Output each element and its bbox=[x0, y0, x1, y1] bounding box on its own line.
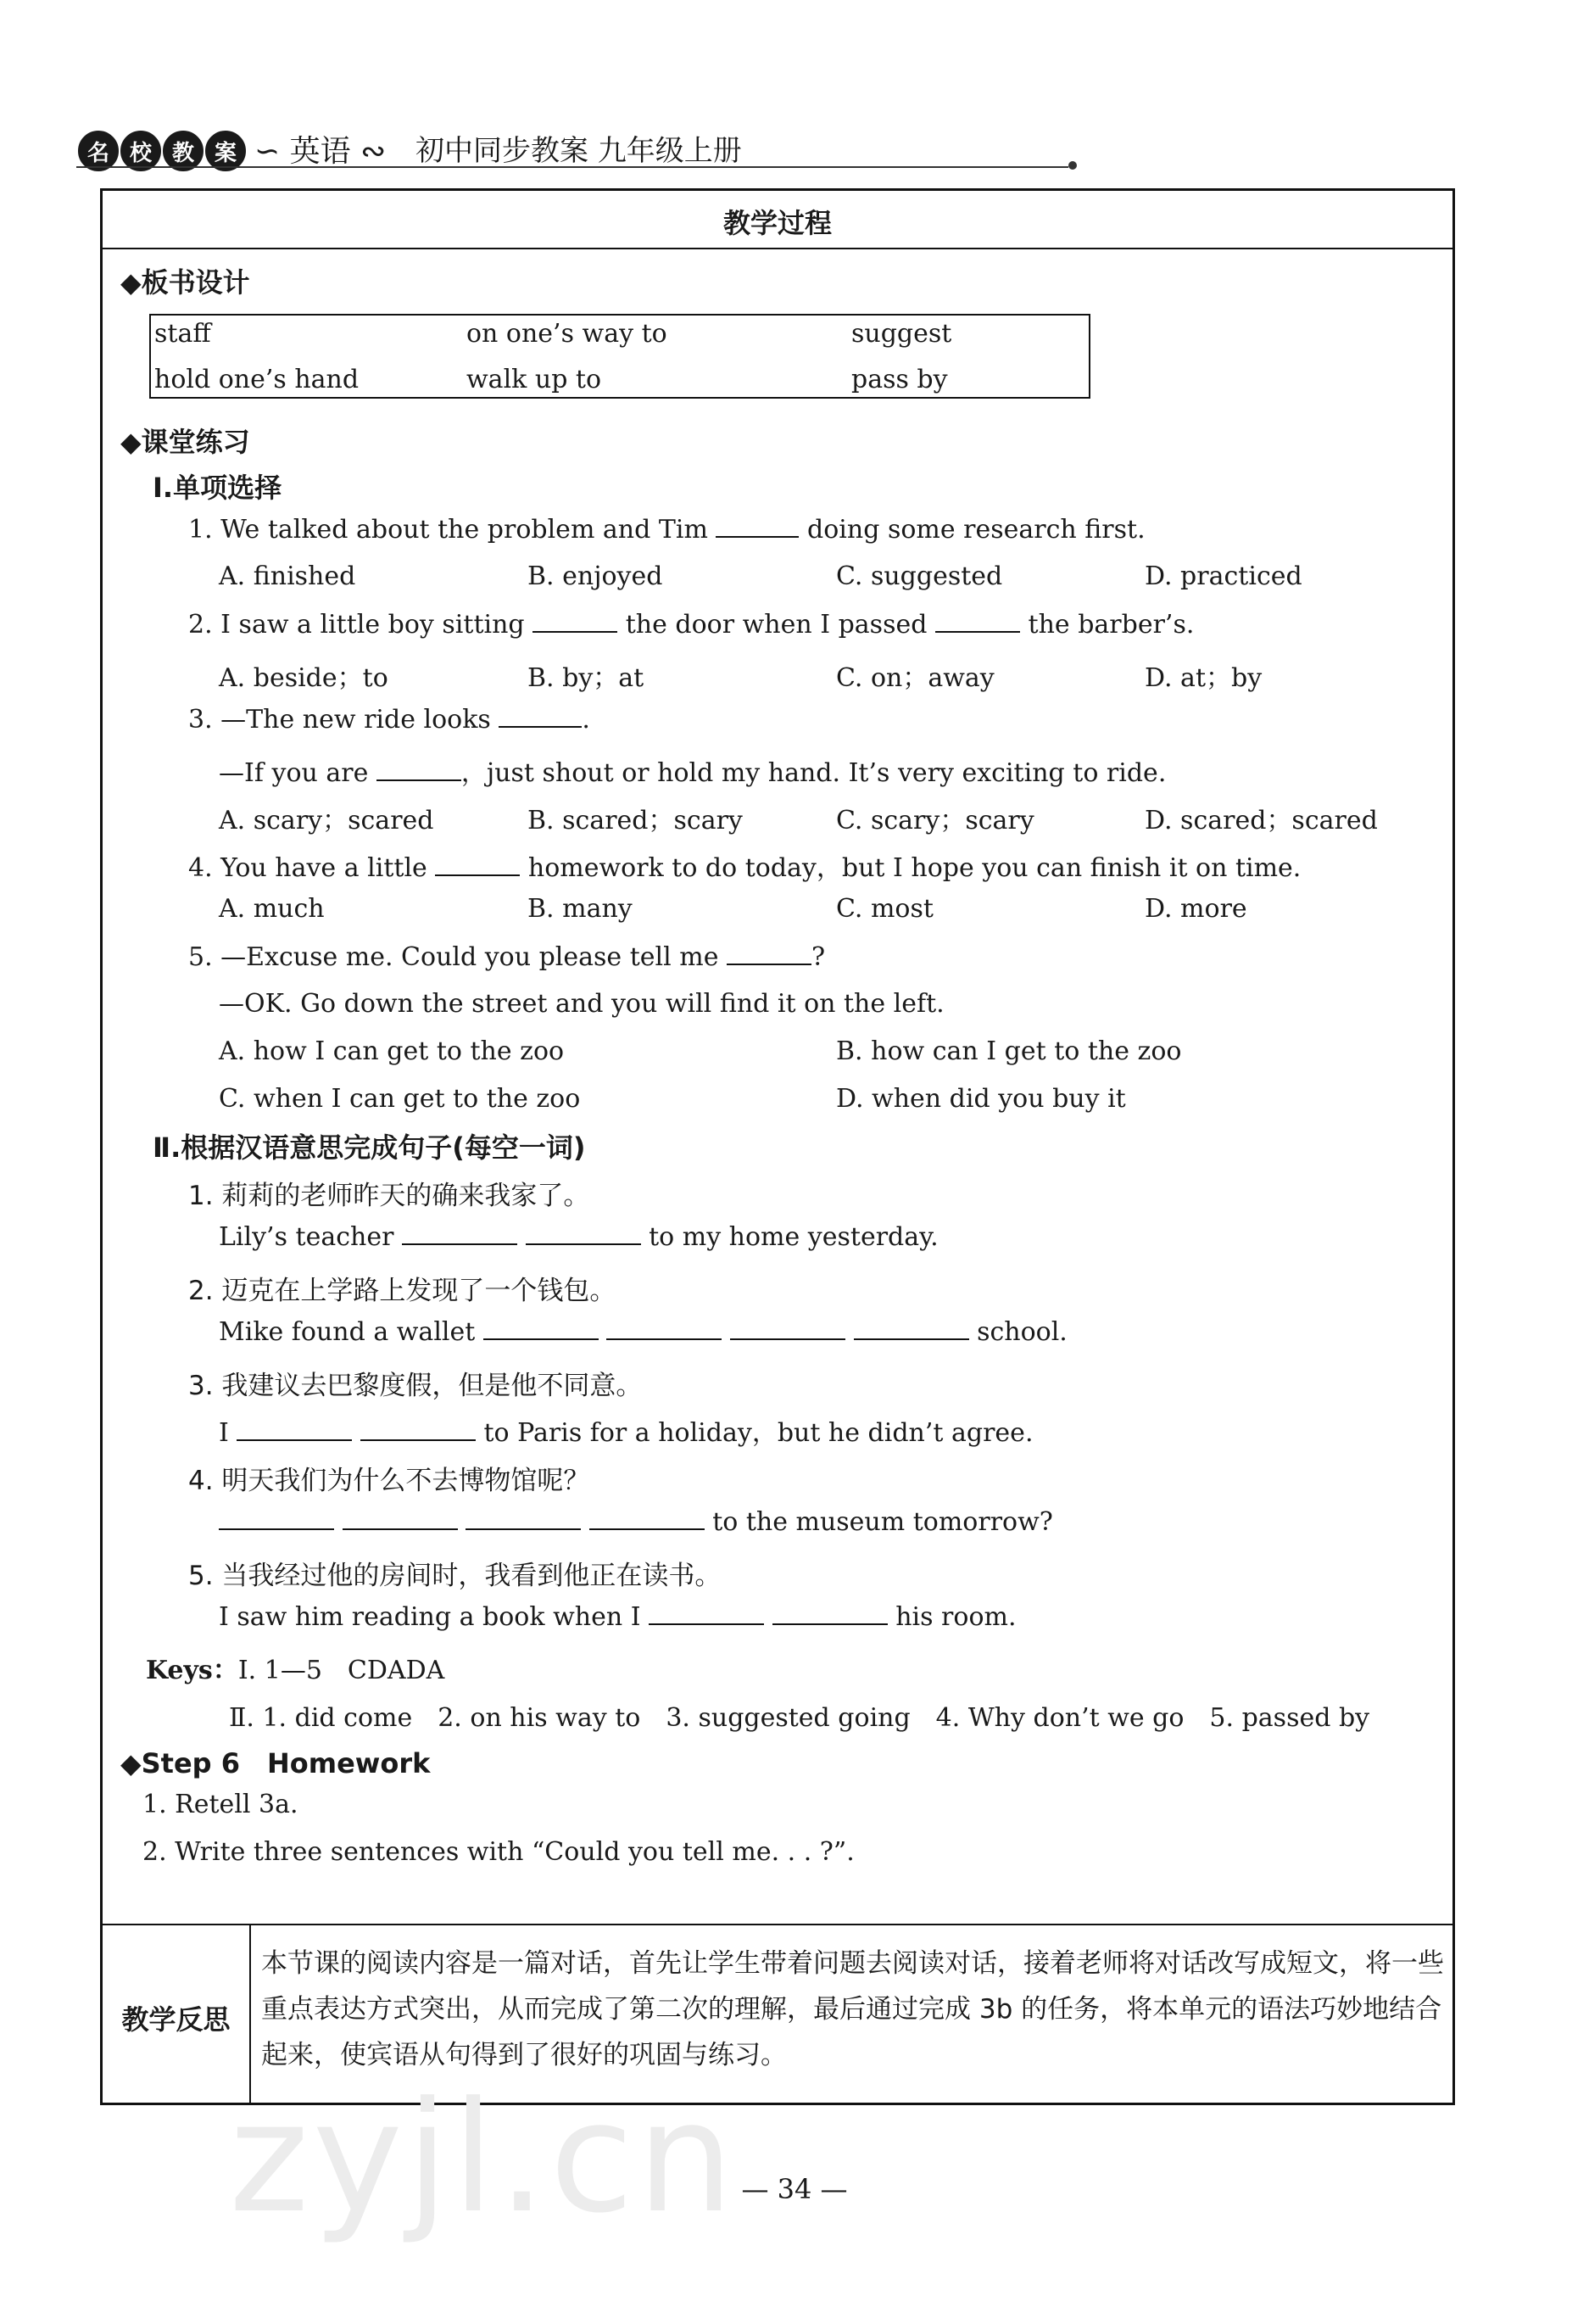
option: A. scary；scared bbox=[219, 806, 434, 835]
watermark: zyjl.cn bbox=[229, 2070, 738, 2247]
question-5: 5. —Excuse me. Could you please tell me ? bbox=[188, 942, 826, 972]
board-cell: hold one’s hand bbox=[154, 365, 360, 394]
title-divider bbox=[103, 248, 1452, 249]
option: B. many bbox=[527, 894, 633, 924]
sentence-3-chinese: 3. 我建议去巴黎度假，但是他不同意。 bbox=[188, 1371, 643, 1401]
section-title: 教学过程 bbox=[722, 207, 832, 239]
homework-item: 1. Retell 3a. bbox=[142, 1790, 298, 1819]
option: B. enjoyed bbox=[527, 561, 663, 591]
answer-blank bbox=[343, 1506, 458, 1530]
header-subtitle: 初中同步教案 九年级上册 bbox=[415, 134, 742, 168]
answer-keys-line-1: Keys：Ⅰ. 1—5 CDADA bbox=[146, 1656, 445, 1685]
option: C. on；away bbox=[836, 663, 995, 693]
answer-blank bbox=[772, 1601, 888, 1625]
question-2: 2. I saw a little boy sitting the door when I passed the barber’s. bbox=[188, 610, 1195, 640]
option: D. at；by bbox=[1145, 663, 1263, 693]
board-cell: on one’s way to bbox=[466, 319, 667, 349]
board-cell: pass by bbox=[851, 365, 948, 394]
logo-char: 校 bbox=[120, 131, 161, 171]
header-rule bbox=[76, 166, 1068, 168]
answer-blank bbox=[219, 1506, 334, 1530]
question-3: 3. —The new ride looks . bbox=[188, 705, 590, 735]
page-number: — 34 — bbox=[741, 2173, 848, 2205]
keys-label: Keys： bbox=[146, 1656, 238, 1685]
option: B. scared；scary bbox=[527, 806, 743, 835]
board-cell: staff bbox=[154, 319, 211, 349]
part1-title: Ⅰ.单项选择 bbox=[153, 472, 282, 504]
option: D. scared；scared bbox=[1145, 806, 1378, 835]
logo-char: 名 bbox=[78, 131, 119, 171]
answer-blank bbox=[360, 1417, 476, 1441]
option: D. more bbox=[1145, 894, 1247, 924]
header-subject: ∽ 英语 ∾ bbox=[254, 134, 387, 169]
sentence-2: Mike found a wallet school. bbox=[219, 1317, 1068, 1347]
sentence-3: I to Paris for a holiday，but he didn’t agree. bbox=[219, 1418, 1034, 1448]
option: B. by；at bbox=[527, 663, 644, 693]
sentence-1: Lily’s teacher to my home yesterday. bbox=[219, 1222, 939, 1252]
sentence-5-chinese: 5. 当我经过他的房间时，我看到他正在读书。 bbox=[188, 1561, 722, 1591]
homework-heading: ◆Step 6 Homework bbox=[120, 1747, 431, 1779]
reflection-label: 教学反思 bbox=[121, 2003, 231, 2036]
board-heading: ◆板书设计 bbox=[120, 266, 250, 299]
reflection-text: 本节课的阅读内容是一篇对话，首先让学生带着问题去阅读对话，接着老师将对话改写成短文，将一些重点表达方式突出，从而完成了第二次的理解，最后通过完成 3b 的任务，将本单元的语法巧妙地结合起来，使宾语从句得到了很好的巩固与练习。 bbox=[261, 1948, 1444, 2070]
option: A. much bbox=[219, 894, 325, 924]
answer-keys-line-2: Ⅱ. 1. did come 2. on his way to 3. suggested going 4. Why don’t we go 5. passed by bbox=[229, 1703, 1370, 1733]
answer-blank bbox=[376, 757, 461, 781]
answer-blank bbox=[727, 941, 811, 965]
answer-blank bbox=[402, 1221, 517, 1245]
question-5-line-2: —OK. Go down the street and you will find it on the left. bbox=[219, 989, 945, 1019]
logo-char: 教 bbox=[163, 131, 204, 171]
sentence-4-chinese: 4. 明天我们为什么不去博物馆呢？ bbox=[188, 1466, 590, 1496]
answer-blank bbox=[532, 609, 617, 633]
sentence-2-chinese: 2. 迈克在上学路上发现了一个钱包。 bbox=[188, 1276, 616, 1306]
question-4: 4. You have a little homework to do today，but I hope you can finish it on time. bbox=[188, 853, 1302, 883]
answer-blank bbox=[237, 1417, 352, 1441]
board-cell: suggest bbox=[851, 319, 952, 349]
answer-blank bbox=[435, 852, 520, 876]
option: D. when did you buy it bbox=[836, 1084, 1126, 1114]
answer-blank bbox=[649, 1601, 764, 1625]
part2-title: Ⅱ.根据汉语意思完成句子(每空一词) bbox=[153, 1131, 586, 1164]
option: C. suggested bbox=[836, 561, 1003, 591]
answer-blank bbox=[499, 704, 582, 728]
reflection-divider bbox=[103, 1924, 1452, 1925]
sentence-5: I saw him reading a book when I his room. bbox=[219, 1602, 1017, 1632]
publisher-logo bbox=[78, 131, 246, 170]
option: A. beside；to bbox=[219, 663, 388, 693]
answer-blank bbox=[730, 1316, 845, 1340]
answer-blank bbox=[935, 609, 1020, 633]
option: D. practiced bbox=[1145, 561, 1302, 591]
practice-heading: ◆课堂练习 bbox=[120, 426, 250, 458]
answer-blank bbox=[589, 1506, 705, 1530]
question-3-line-2: —If you are ，just shout or hold my hand. It’s very exciting to ride. bbox=[219, 758, 1167, 788]
answer-blank bbox=[716, 514, 799, 538]
sentence-4: to the museum tomorrow? bbox=[219, 1506, 1053, 1537]
answer-blank bbox=[854, 1316, 969, 1340]
header-rule-dot bbox=[1068, 161, 1077, 170]
option: C. scary；scary bbox=[836, 806, 1034, 835]
option: C. when I can get to the zoo bbox=[219, 1084, 581, 1114]
option: B. how can I get to the zoo bbox=[836, 1036, 1182, 1066]
sentence-1-chinese: 1. 莉莉的老师昨天的确来我家了。 bbox=[188, 1181, 590, 1211]
homework-item: 2. Write three sentences with “Could you tell me. . . ?”. bbox=[142, 1837, 855, 1867]
option: C. most bbox=[836, 894, 934, 924]
question-1: 1. We talked about the problem and Tim doing some research first. bbox=[188, 515, 1146, 545]
option: A. how I can get to the zoo bbox=[219, 1036, 565, 1066]
answer-blank bbox=[483, 1316, 599, 1340]
option: A. finished bbox=[219, 561, 356, 591]
board-cell: walk up to bbox=[466, 365, 602, 394]
answer-blank bbox=[606, 1316, 722, 1340]
logo-char: 案 bbox=[205, 131, 246, 171]
answer-blank bbox=[526, 1221, 641, 1245]
answer-blank bbox=[466, 1506, 581, 1530]
